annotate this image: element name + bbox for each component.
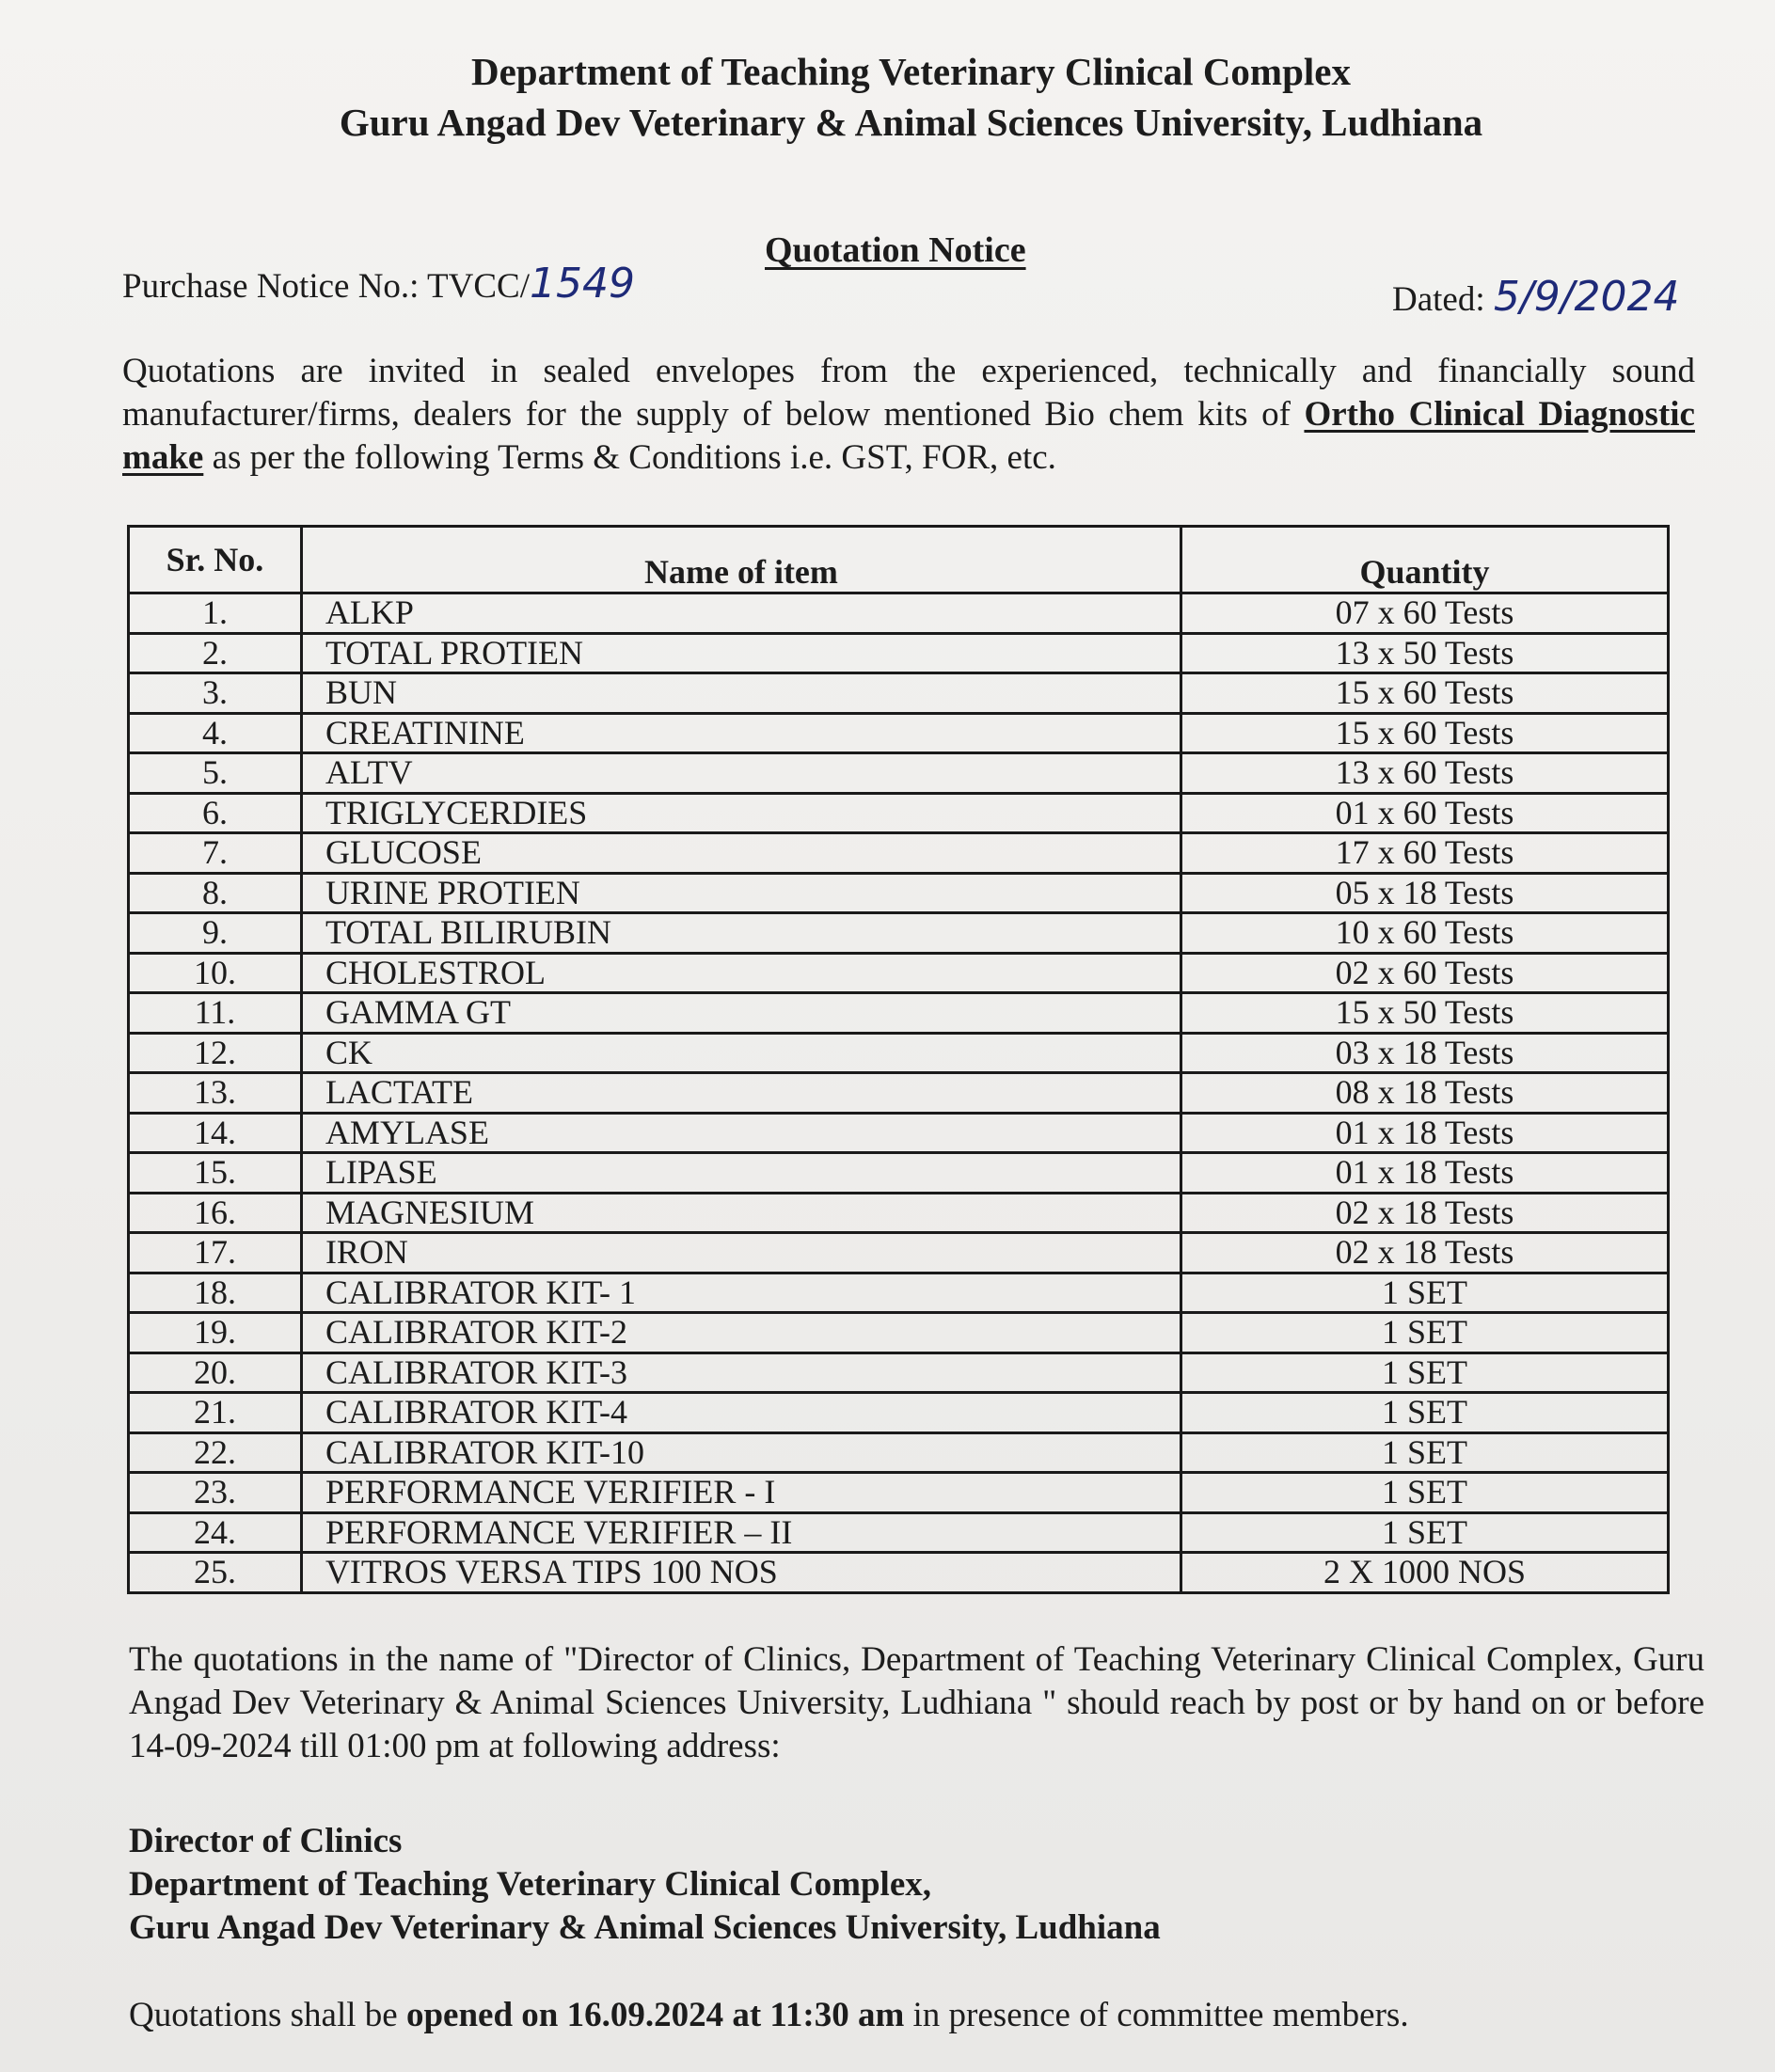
opening-statement bbox=[129, 1994, 1409, 2037]
cell-sr-no: 4. bbox=[129, 713, 302, 753]
table-row bbox=[129, 833, 1669, 874]
cell-quantity: 1 SET bbox=[1181, 1432, 1668, 1473]
cell-sr-no: 25. bbox=[129, 1553, 302, 1593]
cell-sr-no: 2. bbox=[129, 633, 302, 673]
table-row bbox=[129, 1033, 1669, 1073]
cell-item-name: CREATININE bbox=[301, 713, 1181, 753]
cell-sr-no: 23. bbox=[129, 1473, 302, 1513]
cell-item-name: CHOLESTROL bbox=[301, 953, 1181, 993]
cell-quantity: 1 SET bbox=[1181, 1473, 1668, 1513]
cell-quantity: 2 X 1000 NOS bbox=[1181, 1553, 1668, 1593]
cell-item-name: AMYLASE bbox=[301, 1113, 1181, 1153]
table-row bbox=[129, 793, 1669, 833]
cell-item-name: VITROS VERSA TIPS 100 NOS bbox=[301, 1553, 1181, 1593]
cell-item-name: GAMMA GT bbox=[301, 993, 1181, 1034]
cell-sr-no: 21. bbox=[129, 1393, 302, 1433]
cell-item-name: GLUCOSE bbox=[301, 833, 1181, 874]
cell-quantity: 02 x 18 Tests bbox=[1181, 1193, 1668, 1233]
cell-sr-no: 15. bbox=[129, 1153, 302, 1194]
cell-quantity: 07 x 60 Tests bbox=[1181, 593, 1668, 634]
table-row bbox=[129, 913, 1669, 954]
table-row bbox=[129, 1073, 1669, 1114]
cell-item-name: CK bbox=[301, 1033, 1181, 1073]
cell-item-name: MAGNESIUM bbox=[301, 1193, 1181, 1233]
cell-sr-no: 7. bbox=[129, 833, 302, 874]
table-row bbox=[129, 1313, 1669, 1353]
cell-sr-no: 13. bbox=[129, 1073, 302, 1114]
table-row bbox=[129, 713, 1669, 753]
cell-sr-no: 22. bbox=[129, 1432, 302, 1473]
header-quantity: Quantity bbox=[1181, 527, 1668, 593]
cell-quantity: 1 SET bbox=[1181, 1512, 1668, 1553]
cell-quantity: 01 x 18 Tests bbox=[1181, 1153, 1668, 1194]
address-line-3: Guru Angad Dev Veterinary & Animal Sciences University, Ludhiana bbox=[129, 1908, 1161, 1947]
closing-paragraph: The quotations in the name of "Director of Clinics, Department of Teaching Veterinary Clinical Complex, Guru Angad Dev Veterinary & Animal Sciences University, Ludhiana " should reach by post or by hand on or before 14-09-2024 till 01:00 pm at following address: bbox=[129, 1640, 1704, 1765]
table-row bbox=[129, 1352, 1669, 1393]
cell-item-name: ALTV bbox=[301, 753, 1181, 794]
dated-handwritten-date: 5/9/2024 bbox=[1493, 273, 1680, 321]
cell-sr-no: 1. bbox=[129, 593, 302, 634]
cell-item-name: ALKP bbox=[301, 593, 1181, 634]
cell-quantity: 01 x 18 Tests bbox=[1181, 1113, 1668, 1153]
cell-sr-no: 11. bbox=[129, 993, 302, 1034]
dated-label: Dated: bbox=[1392, 280, 1485, 319]
table-row bbox=[129, 1233, 1669, 1273]
items-table bbox=[127, 525, 1670, 1594]
cell-quantity: 02 x 18 Tests bbox=[1181, 1233, 1668, 1273]
cell-sr-no: 20. bbox=[129, 1352, 302, 1393]
intro-paragraph bbox=[122, 350, 1695, 480]
cell-item-name: CALIBRATOR KIT-3 bbox=[301, 1352, 1181, 1393]
cell-sr-no: 5. bbox=[129, 753, 302, 794]
cell-item-name: CALIBRATOR KIT-2 bbox=[301, 1313, 1181, 1353]
cell-quantity: 1 SET bbox=[1181, 1273, 1668, 1313]
header-department: Department of Teaching Veterinary Clinical Complex bbox=[471, 50, 1351, 93]
cell-quantity: 03 x 18 Tests bbox=[1181, 1033, 1668, 1073]
intro-make: Ortho Clinical Diagnostic make bbox=[122, 395, 1695, 477]
address-line-1: Director of Clinics bbox=[129, 1822, 403, 1860]
table-row bbox=[129, 633, 1669, 673]
cell-item-name: TOTAL BILIRUBIN bbox=[301, 913, 1181, 954]
intro-text-before: Quotations are invited in sealed envelopes from the experienced, technically and financially sound manufacturer/firms, dealers for the supply of below mentioned Bio chem kits of bbox=[122, 352, 1695, 434]
opening-date-time: opened on 16.09.2024 at 11:30 am bbox=[405, 1996, 905, 2034]
cell-sr-no: 19. bbox=[129, 1313, 302, 1353]
table-row bbox=[129, 1512, 1669, 1553]
cell-quantity: 01 x 60 Tests bbox=[1181, 793, 1668, 833]
table-row bbox=[129, 953, 1669, 993]
items-table-body bbox=[129, 593, 1669, 1593]
notice-date bbox=[1392, 273, 1680, 321]
table-row bbox=[129, 753, 1669, 794]
table-row bbox=[129, 1153, 1669, 1194]
table-row bbox=[129, 1273, 1669, 1313]
purchase-notice-handwritten-number: 1549 bbox=[529, 260, 635, 308]
table-row bbox=[129, 673, 1669, 714]
table-row bbox=[129, 1553, 1669, 1593]
opening-text-before: Quotations shall be bbox=[129, 1996, 406, 2034]
opening-text-after: in presence of committee members. bbox=[904, 1996, 1409, 2034]
items-table-header-row bbox=[129, 527, 1669, 593]
header-university: Guru Angad Dev Veterinary & Animal Sciences University, Ludhiana bbox=[339, 101, 1483, 144]
document-header bbox=[0, 45, 1775, 147]
table-row bbox=[129, 1113, 1669, 1153]
address-line-2: Department of Teaching Veterinary Clinical Complex, bbox=[129, 1865, 932, 1904]
cell-sr-no: 14. bbox=[129, 1113, 302, 1153]
cell-sr-no: 9. bbox=[129, 913, 302, 954]
notice-title: Quotation Notice bbox=[765, 230, 1026, 270]
cell-item-name: TRIGLYCERDIES bbox=[301, 793, 1181, 833]
cell-quantity: 13 x 50 Tests bbox=[1181, 633, 1668, 673]
purchase-notice-number bbox=[122, 260, 635, 308]
table-row bbox=[129, 1393, 1669, 1433]
cell-quantity: 1 SET bbox=[1181, 1393, 1668, 1433]
cell-quantity: 15 x 60 Tests bbox=[1181, 713, 1668, 753]
cell-sr-no: 16. bbox=[129, 1193, 302, 1233]
table-row bbox=[129, 1473, 1669, 1513]
cell-sr-no: 3. bbox=[129, 673, 302, 714]
cell-item-name: PERFORMANCE VERIFIER - I bbox=[301, 1473, 1181, 1513]
cell-quantity: 05 x 18 Tests bbox=[1181, 873, 1668, 913]
cell-quantity: 02 x 60 Tests bbox=[1181, 953, 1668, 993]
cell-item-name: CALIBRATOR KIT-10 bbox=[301, 1432, 1181, 1473]
cell-sr-no: 12. bbox=[129, 1033, 302, 1073]
table-row bbox=[129, 993, 1669, 1034]
table-row bbox=[129, 1193, 1669, 1233]
cell-sr-no: 10. bbox=[129, 953, 302, 993]
purchase-notice-label: Purchase Notice No.: TVCC/ bbox=[122, 267, 530, 306]
table-row bbox=[129, 873, 1669, 913]
header-sr-no: Sr. No. bbox=[129, 527, 302, 593]
cell-item-name: CALIBRATOR KIT-4 bbox=[301, 1393, 1181, 1433]
cell-quantity: 15 x 60 Tests bbox=[1181, 673, 1668, 714]
cell-sr-no: 6. bbox=[129, 793, 302, 833]
cell-quantity: 17 x 60 Tests bbox=[1181, 833, 1668, 874]
cell-quantity: 1 SET bbox=[1181, 1352, 1668, 1393]
cell-sr-no: 8. bbox=[129, 873, 302, 913]
intro-text-after: as per the following Terms & Conditions i.e. GST, FOR, etc. bbox=[203, 438, 1056, 477]
table-row bbox=[129, 593, 1669, 634]
table-row bbox=[129, 1432, 1669, 1473]
cell-item-name: TOTAL PROTIEN bbox=[301, 633, 1181, 673]
cell-quantity: 1 SET bbox=[1181, 1313, 1668, 1353]
cell-item-name: PERFORMANCE VERIFIER – II bbox=[301, 1512, 1181, 1553]
cell-item-name: CALIBRATOR KIT- 1 bbox=[301, 1273, 1181, 1313]
cell-item-name: LACTATE bbox=[301, 1073, 1181, 1114]
cell-item-name: URINE PROTIEN bbox=[301, 873, 1181, 913]
header-name-of-item: Name of item bbox=[301, 527, 1181, 593]
cell-quantity: 13 x 60 Tests bbox=[1181, 753, 1668, 794]
cell-item-name: IRON bbox=[301, 1233, 1181, 1273]
cell-sr-no: 24. bbox=[129, 1512, 302, 1553]
address-block bbox=[129, 1820, 1161, 1950]
cell-quantity: 10 x 60 Tests bbox=[1181, 913, 1668, 954]
cell-sr-no: 18. bbox=[129, 1273, 302, 1313]
cell-quantity: 08 x 18 Tests bbox=[1181, 1073, 1668, 1114]
cell-item-name: LIPASE bbox=[301, 1153, 1181, 1194]
cell-item-name: BUN bbox=[301, 673, 1181, 714]
cell-quantity: 15 x 50 Tests bbox=[1181, 993, 1668, 1034]
cell-sr-no: 17. bbox=[129, 1233, 302, 1273]
